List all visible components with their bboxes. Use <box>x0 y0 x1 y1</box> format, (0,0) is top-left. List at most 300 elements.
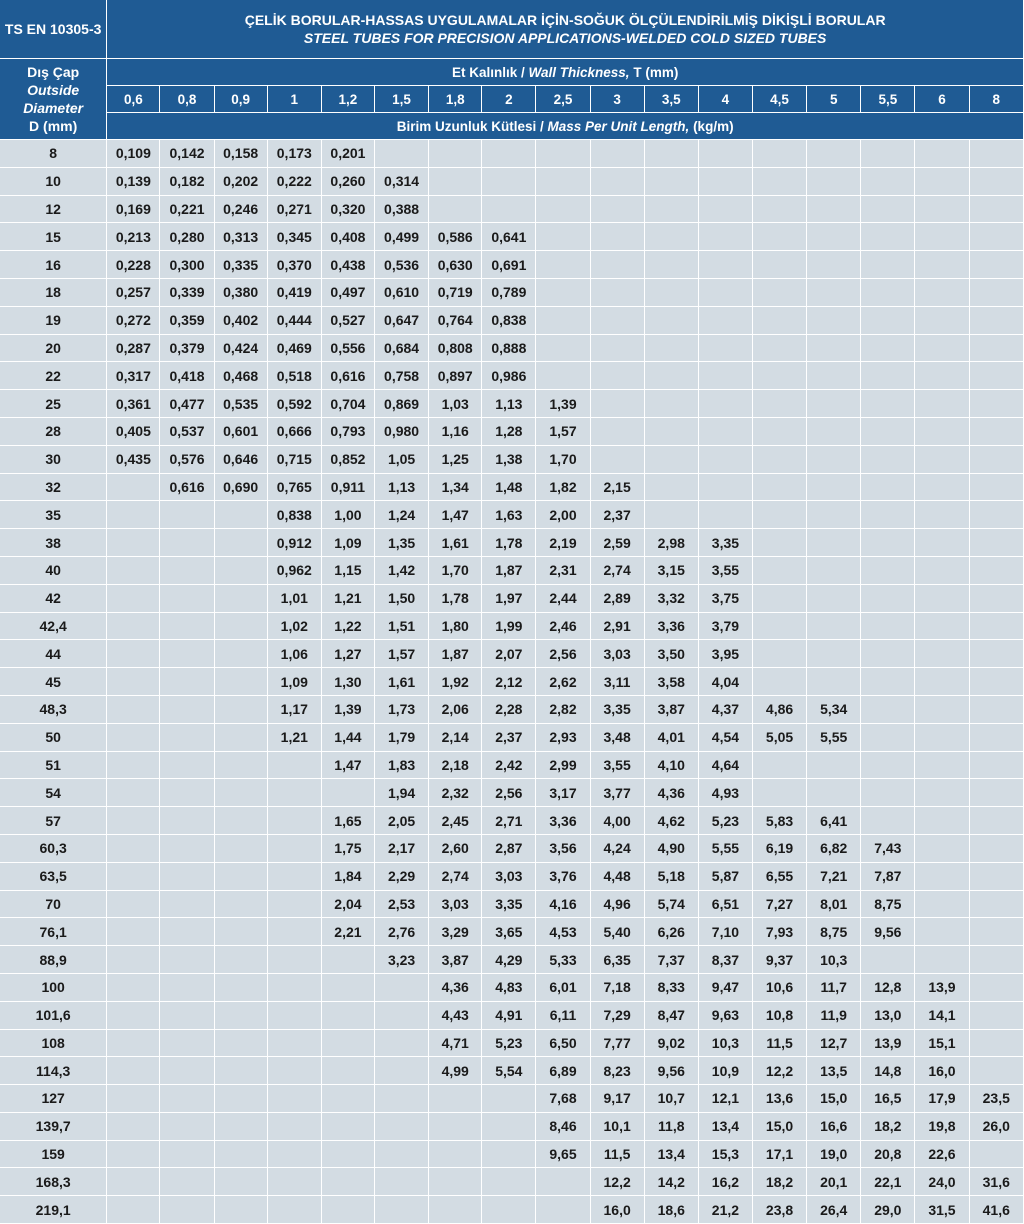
mass-cell <box>970 863 1024 891</box>
table-row <box>0 918 1024 946</box>
mass-cell: 4,99 <box>429 1057 482 1085</box>
wall-thickness-header <box>107 59 1024 86</box>
mass-cell <box>107 1030 160 1058</box>
table-row <box>0 807 1024 835</box>
mass-cell <box>322 1002 375 1030</box>
mass-cell: 1,39 <box>536 390 590 418</box>
mass-cell <box>970 251 1024 279</box>
mass-cell: 8,47 <box>645 1002 699 1030</box>
mass-cell <box>429 168 482 196</box>
table-row <box>0 668 1024 696</box>
table-row <box>0 168 1024 196</box>
mass-cell: 1,47 <box>322 752 375 780</box>
mass-cell: 1,24 <box>375 501 429 529</box>
table-row <box>0 946 1024 974</box>
mass-cell: 0,361 <box>107 390 160 418</box>
mass-cell: 7,43 <box>861 835 915 863</box>
mass-cell: 4,54 <box>699 724 753 752</box>
mass-cell: 9,65 <box>536 1141 590 1169</box>
mass-cell <box>215 557 268 585</box>
mass-cell <box>861 613 915 641</box>
mass-cell <box>107 1057 160 1085</box>
mass-cell: 0,838 <box>482 307 536 335</box>
mass-cell <box>160 640 214 668</box>
mass-cell: 6,82 <box>807 835 861 863</box>
mass-cell: 1,05 <box>375 446 429 474</box>
mass-cell <box>268 1002 322 1030</box>
mass-cell: 1,35 <box>375 529 429 557</box>
mass-cell <box>215 668 268 696</box>
mass-cell <box>915 863 969 891</box>
mass-cell <box>645 474 699 502</box>
mass-cell: 3,56 <box>536 835 590 863</box>
mass-cell: 0,499 <box>375 223 429 251</box>
mass-cell: 20,8 <box>861 1141 915 1169</box>
mass-cell: 0,435 <box>107 446 160 474</box>
table-title <box>107 0 1024 59</box>
outside-diameter-cell: 159 <box>0 1141 107 1169</box>
mass-cell <box>970 418 1024 446</box>
mass-cell: 2,07 <box>482 640 536 668</box>
mass-cell <box>107 557 160 585</box>
mass-cell: 2,18 <box>429 752 482 780</box>
mass-cell <box>861 752 915 780</box>
mass-cell <box>915 362 969 390</box>
mass-cell: 1,48 <box>482 474 536 502</box>
mass-cell <box>699 196 753 224</box>
outside-diameter-cell: 108 <box>0 1030 107 1058</box>
mass-cell: 3,55 <box>699 557 753 585</box>
mass-cell <box>375 1113 429 1141</box>
table-row <box>0 557 1024 585</box>
mass-cell <box>160 752 214 780</box>
mass-cell <box>160 1085 214 1113</box>
mass-cell: 0,630 <box>429 251 482 279</box>
mass-cell: 0,388 <box>375 196 429 224</box>
mass-cell: 0,419 <box>268 279 322 307</box>
mass-cell <box>268 835 322 863</box>
mass-cell: 4,86 <box>753 696 807 724</box>
mass-cell <box>215 1030 268 1058</box>
mass-cell <box>915 418 969 446</box>
table-row <box>0 640 1024 668</box>
mass-cell: 4,83 <box>482 974 536 1002</box>
mass-cell: 6,26 <box>645 918 699 946</box>
mass-cell: 5,33 <box>536 946 590 974</box>
mass-cell <box>915 724 969 752</box>
mass-cell: 2,71 <box>482 807 536 835</box>
mass-cell <box>268 807 322 835</box>
thickness-header-cell: 1,5 <box>375 86 429 113</box>
mass-cell: 2,17 <box>375 835 429 863</box>
mass-cell <box>970 279 1024 307</box>
mass-cell: 4,24 <box>591 835 645 863</box>
mass-cell <box>215 891 268 919</box>
mass-cell <box>970 557 1024 585</box>
mass-cell: 7,93 <box>753 918 807 946</box>
mass-cell: 0,793 <box>322 418 375 446</box>
mass-cell: 1,84 <box>322 863 375 891</box>
mass-cell: 6,50 <box>536 1030 590 1058</box>
mass-cell: 3,50 <box>645 640 699 668</box>
mass-cell: 0,536 <box>375 251 429 279</box>
table-body <box>0 140 1024 1224</box>
table-row <box>0 474 1024 502</box>
mass-cell: 1,15 <box>322 557 375 585</box>
mass-cell: 1,87 <box>482 557 536 585</box>
outside-diameter-cell: 45 <box>0 668 107 696</box>
mass-cell <box>536 279 590 307</box>
mass-cell: 7,77 <box>591 1030 645 1058</box>
mass-cell <box>160 835 214 863</box>
mass-cell: 8,23 <box>591 1057 645 1085</box>
mass-cell: 3,11 <box>591 668 645 696</box>
mass-cell <box>861 668 915 696</box>
mass-cell: 3,95 <box>699 640 753 668</box>
table-row <box>0 307 1024 335</box>
mass-cell <box>915 335 969 363</box>
mass-cell: 1,92 <box>429 668 482 696</box>
mass-cell: 0,986 <box>482 362 536 390</box>
mass-cell <box>970 640 1024 668</box>
mass-cell <box>645 335 699 363</box>
mass-cell <box>215 585 268 613</box>
mass-cell <box>915 196 969 224</box>
mass-cell <box>970 779 1024 807</box>
mass-cell: 4,48 <box>591 863 645 891</box>
mass-cell: 1,87 <box>429 640 482 668</box>
table-row <box>0 585 1024 613</box>
mass-cell <box>429 1141 482 1169</box>
mass-cell <box>107 640 160 668</box>
mass-cell <box>160 918 214 946</box>
mass-cell <box>861 279 915 307</box>
outside-diameter-cell: 114,3 <box>0 1057 107 1085</box>
mass-cell: 6,35 <box>591 946 645 974</box>
mass-cell <box>699 446 753 474</box>
mass-cell <box>375 1196 429 1224</box>
mass-cell: 4,04 <box>699 668 753 696</box>
mass-cell <box>268 1141 322 1169</box>
mass-cell: 1,34 <box>429 474 482 502</box>
mass-cell: 3,87 <box>429 946 482 974</box>
mass-cell <box>915 501 969 529</box>
mass-cell: 2,31 <box>536 557 590 585</box>
mass-cell: 3,75 <box>699 585 753 613</box>
outside-diameter-cell: 168,3 <box>0 1168 107 1196</box>
mass-cell: 9,02 <box>645 1030 699 1058</box>
mass-cell: 3,65 <box>482 918 536 946</box>
mass-cell <box>482 1113 536 1141</box>
mass-cell: 0,379 <box>160 335 214 363</box>
mass-cell: 0,272 <box>107 307 160 335</box>
mass-cell: 2,60 <box>429 835 482 863</box>
table-row <box>0 779 1024 807</box>
mass-cell: 12,1 <box>699 1085 753 1113</box>
mass-cell: 1,82 <box>536 474 590 502</box>
outside-diameter-cell: 48,3 <box>0 696 107 724</box>
mass-cell: 3,36 <box>536 807 590 835</box>
mass-cell: 1,97 <box>482 585 536 613</box>
outside-diameter-cell: 8 <box>0 140 107 168</box>
mass-cell: 5,55 <box>699 835 753 863</box>
mass-cell: 0,684 <box>375 335 429 363</box>
thickness-header-cell: 4 <box>699 86 753 113</box>
mass-per-length-header <box>107 113 1024 140</box>
mass-cell: 0,869 <box>375 390 429 418</box>
mass-cell <box>645 307 699 335</box>
mass-cell <box>915 474 969 502</box>
mass-cell <box>861 501 915 529</box>
mass-cell <box>268 1196 322 1224</box>
mass-cell <box>699 418 753 446</box>
mass-cell <box>915 307 969 335</box>
mass-cell: 12,2 <box>591 1168 645 1196</box>
mass-cell: 13,6 <box>753 1085 807 1113</box>
mass-cell: 3,03 <box>429 891 482 919</box>
mass-cell <box>753 501 807 529</box>
mass-cell <box>753 335 807 363</box>
mass-cell <box>753 196 807 224</box>
mass-cell: 0,314 <box>375 168 429 196</box>
mass-cell: 0,616 <box>160 474 214 502</box>
mass-cell: 2,99 <box>536 752 590 780</box>
mass-cell: 1,06 <box>268 640 322 668</box>
mass-cell: 0,556 <box>322 335 375 363</box>
mass-cell: 10,6 <box>753 974 807 1002</box>
mass-cell: 1,09 <box>322 529 375 557</box>
mass-cell <box>107 1196 160 1224</box>
mass-cell: 4,93 <box>699 779 753 807</box>
mass-cell: 0,610 <box>375 279 429 307</box>
mass-cell: 17,9 <box>915 1085 969 1113</box>
mass-cell: 0,280 <box>160 223 214 251</box>
mass-cell: 0,260 <box>322 168 375 196</box>
mass-cell <box>915 223 969 251</box>
mass-cell <box>107 918 160 946</box>
mass-cell <box>215 1002 268 1030</box>
mass-cell <box>970 752 1024 780</box>
mass-cell <box>970 696 1024 724</box>
thickness-header-cell: 2 <box>482 86 536 113</box>
table-row <box>0 863 1024 891</box>
mass-cell: 0,704 <box>322 390 375 418</box>
mass-cell: 0,182 <box>160 168 214 196</box>
mass-cell <box>160 585 214 613</box>
mass-cell: 0,257 <box>107 279 160 307</box>
mass-cell <box>861 779 915 807</box>
mass-cell <box>699 362 753 390</box>
mass-cell: 0,586 <box>429 223 482 251</box>
mass-cell: 0,221 <box>160 196 214 224</box>
mass-cell <box>699 307 753 335</box>
mass-cell <box>429 1168 482 1196</box>
thickness-header-cell: 4,5 <box>753 86 807 113</box>
table-row <box>0 362 1024 390</box>
table-row <box>0 1030 1024 1058</box>
mass-cell <box>970 446 1024 474</box>
mass-cell <box>753 529 807 557</box>
outside-diameter-cell: 44 <box>0 640 107 668</box>
mass-cell: 2,62 <box>536 668 590 696</box>
mass-cell: 2,37 <box>591 501 645 529</box>
mass-cell <box>215 1141 268 1169</box>
mass-cell: 0,228 <box>107 251 160 279</box>
mass-cell <box>807 362 861 390</box>
outside-diameter-cell: 16 <box>0 251 107 279</box>
mass-cell: 0,601 <box>215 418 268 446</box>
mass-cell: 13,5 <box>807 1057 861 1085</box>
mass-cell: 6,19 <box>753 835 807 863</box>
mass-cell <box>160 557 214 585</box>
mass-cell: 6,01 <box>536 974 590 1002</box>
mass-cell <box>915 251 969 279</box>
mass-cell: 3,32 <box>645 585 699 613</box>
mass-cell <box>807 474 861 502</box>
outside-diameter-cell: 38 <box>0 529 107 557</box>
mass-cell: 0,527 <box>322 307 375 335</box>
mass-cell: 19,0 <box>807 1141 861 1169</box>
mass-cell <box>970 1141 1024 1169</box>
mass-cell <box>215 946 268 974</box>
mass-cell <box>861 307 915 335</box>
mass-cell: 1,17 <box>268 696 322 724</box>
mass-cell: 4,36 <box>429 974 482 1002</box>
mass-cell <box>699 223 753 251</box>
mass-cell: 7,27 <box>753 891 807 919</box>
mass-cell <box>970 835 1024 863</box>
mass-cell: 5,23 <box>482 1030 536 1058</box>
mass-cell <box>591 251 645 279</box>
mass-cell <box>482 1085 536 1113</box>
mass-cell <box>970 668 1024 696</box>
od-label-english-2: Diameter <box>23 100 84 116</box>
mass-cell: 0,468 <box>215 362 268 390</box>
mass-cell: 1,51 <box>375 613 429 641</box>
mass-cell: 18,2 <box>861 1113 915 1141</box>
mass-cell: 18,6 <box>645 1196 699 1224</box>
mass-cell <box>915 557 969 585</box>
mass-cell <box>915 168 969 196</box>
mass-cell: 6,89 <box>536 1057 590 1085</box>
outside-diameter-cell: 76,1 <box>0 918 107 946</box>
mass-cell <box>807 779 861 807</box>
mass-cell <box>107 1002 160 1030</box>
mass-cell: 2,74 <box>591 557 645 585</box>
od-label-turkish: Dış Çap <box>27 64 80 80</box>
thickness-header-cell: 1,2 <box>322 86 375 113</box>
mass-cell: 23,5 <box>970 1085 1024 1113</box>
mass-cell <box>268 863 322 891</box>
mass-cell: 0,691 <box>482 251 536 279</box>
outside-diameter-cell: 60,3 <box>0 835 107 863</box>
mass-cell <box>970 974 1024 1002</box>
mass-cell <box>160 1002 214 1030</box>
mass-cell: 14,2 <box>645 1168 699 1196</box>
mass-cell: 9,63 <box>699 1002 753 1030</box>
mass-cell <box>375 1030 429 1058</box>
mass-cell: 2,15 <box>591 474 645 502</box>
mass-cell: 1,79 <box>375 724 429 752</box>
mass-cell: 0,808 <box>429 335 482 363</box>
mass-cell <box>429 1113 482 1141</box>
mass-cell <box>268 1085 322 1113</box>
mass-cell: 0,897 <box>429 362 482 390</box>
mass-cell <box>107 1168 160 1196</box>
table-row <box>0 279 1024 307</box>
mass-cell <box>807 279 861 307</box>
mass-cell <box>215 640 268 668</box>
mass-cell <box>861 223 915 251</box>
mass-cell: 0,497 <box>322 279 375 307</box>
mass-cell: 0,287 <box>107 335 160 363</box>
mass-cell <box>645 168 699 196</box>
outside-diameter-cell: 32 <box>0 474 107 502</box>
mass-cell <box>215 1085 268 1113</box>
table-row <box>0 1196 1024 1224</box>
mass-cell: 4,36 <box>645 779 699 807</box>
mass-cell <box>915 640 969 668</box>
mass-cell: 21,2 <box>699 1196 753 1224</box>
mass-cell <box>753 223 807 251</box>
mass-cell <box>536 168 590 196</box>
mass-cell: 5,87 <box>699 863 753 891</box>
mass-cell <box>753 140 807 168</box>
mass-cell <box>482 1168 536 1196</box>
mass-cell <box>536 1196 590 1224</box>
mass-cell: 12,2 <box>753 1057 807 1085</box>
mass-cell: 1,83 <box>375 752 429 780</box>
mass-cell <box>107 946 160 974</box>
mass-cell: 0,715 <box>268 446 322 474</box>
mass-cell: 9,47 <box>699 974 753 1002</box>
mass-cell: 2,44 <box>536 585 590 613</box>
mass-cell: 1,02 <box>268 613 322 641</box>
mass-cell: 16,5 <box>861 1085 915 1113</box>
mass-cell <box>753 446 807 474</box>
mass-cell <box>591 307 645 335</box>
mass-cell: 0,666 <box>268 418 322 446</box>
mass-cell: 4,01 <box>645 724 699 752</box>
mass-cell <box>807 223 861 251</box>
mass-cell <box>375 1085 429 1113</box>
mass-cell <box>753 307 807 335</box>
mass-cell <box>107 1113 160 1141</box>
mass-cell <box>536 223 590 251</box>
mass-cell <box>970 585 1024 613</box>
mass-cell: 0,518 <box>268 362 322 390</box>
thickness-header-cell: 3 <box>591 86 645 113</box>
mass-cell <box>160 863 214 891</box>
mass-cell <box>215 1168 268 1196</box>
mass-cell: 0,765 <box>268 474 322 502</box>
mass-cell <box>215 696 268 724</box>
outside-diameter-cell: 35 <box>0 501 107 529</box>
mass-cell <box>536 140 590 168</box>
table-row <box>0 724 1024 752</box>
mass-cell <box>699 140 753 168</box>
mass-cell: 29,0 <box>861 1196 915 1224</box>
mass-cell <box>268 974 322 1002</box>
mass-cell <box>429 1196 482 1224</box>
mass-cell: 5,34 <box>807 696 861 724</box>
mass-cell <box>322 1085 375 1113</box>
mass-cell <box>915 613 969 641</box>
mass-cell: 0,444 <box>268 307 322 335</box>
mass-cell <box>322 1196 375 1224</box>
mass-cell: 10,3 <box>699 1030 753 1058</box>
mass-cell: 0,173 <box>268 140 322 168</box>
